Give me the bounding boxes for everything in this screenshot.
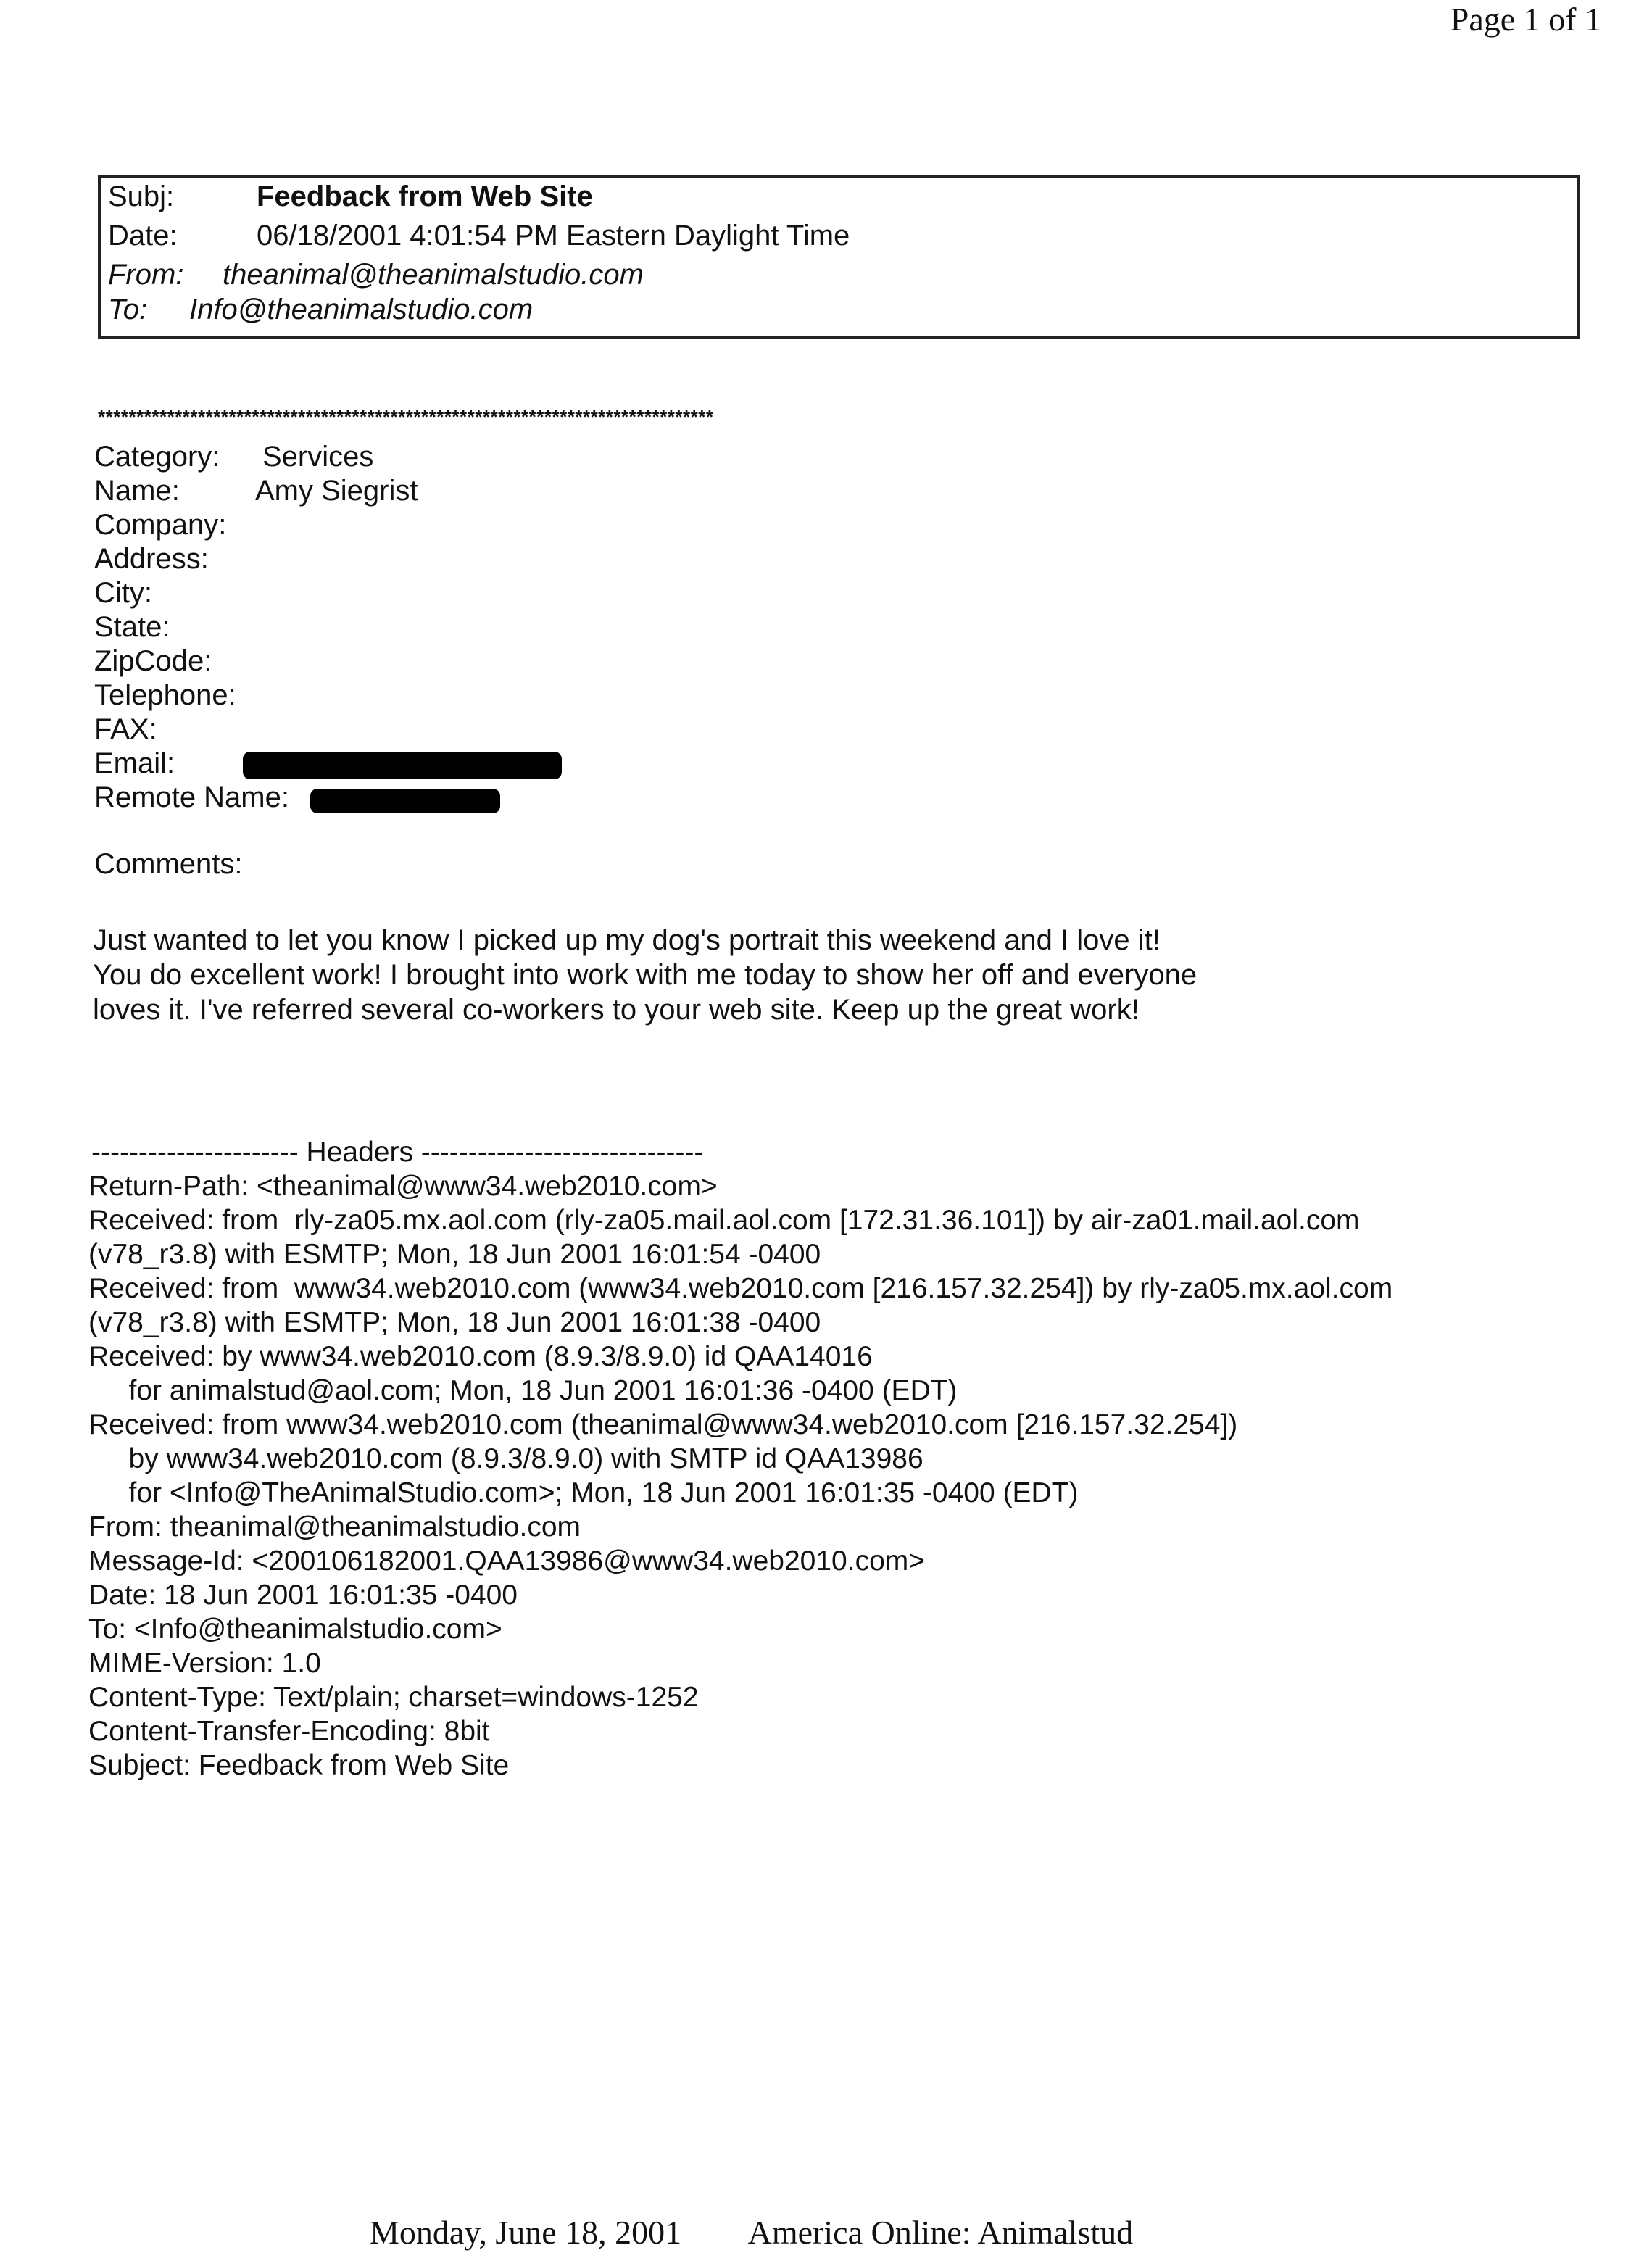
to-value: Info@theanimalstudio.com [189, 294, 534, 325]
field-category [94, 441, 374, 473]
field-label: State: [94, 611, 170, 643]
header-line: Message-Id: <200106182001.QAA13986@www34.web2010.com> [88, 1545, 926, 1577]
field-company [94, 509, 226, 541]
field-label: City: [94, 577, 152, 609]
header-line: Content-Transfer-Encoding: 8bit [88, 1716, 490, 1747]
header-line: (v78_r3.8) with ESMTP; Mon, 18 Jun 2001 16:01:38 -0400 [88, 1307, 821, 1338]
comment-line: loves it. I've referred several co-workers to your web site. Keep up the great work! [93, 994, 1140, 1026]
field-label: FAX: [94, 713, 157, 745]
field-state [94, 611, 170, 644]
from-value: theanimal@theanimalstudio.com [223, 259, 644, 291]
remote-name-redaction [310, 789, 500, 813]
header-line: Received: by www34.web2010.com (8.9.3/8.9.0) id QAA14016 [88, 1341, 873, 1372]
date-value: 06/18/2001 4:01:54 PM Eastern Daylight Time [257, 220, 850, 252]
subject-label: Subj: [108, 180, 175, 212]
page-footer [370, 2213, 1133, 2251]
comments-label: Comments: [94, 848, 243, 880]
header-line: Return-Path: <theanimal@www34.web2010.com> [88, 1171, 718, 1202]
field-telephone [94, 679, 236, 712]
from-label: From: [108, 259, 184, 291]
header-line: Content-Type: Text/plain; charset=windows-1252 [88, 1682, 699, 1713]
field-label: Company: [94, 509, 227, 541]
field-fax [94, 713, 157, 746]
date-row [108, 220, 850, 252]
header-line: Received: from www34.web2010.com (theanimal@www34.web2010.com [216.157.32.254]) [88, 1409, 1238, 1440]
footer-source: America Online: Animalstud [747, 2214, 1134, 2251]
field-label: Category: [94, 441, 220, 473]
header-line: Received: from www34.web2010.com (www34.web2010.com [216.157.32.254]) by rly-za05.mx.aol.com [88, 1273, 1393, 1304]
field-label: Telephone: [94, 679, 236, 711]
to-row [108, 294, 534, 326]
date-label: Date: [108, 220, 178, 252]
field-label: Email: [94, 747, 175, 779]
separator-line: ******************************************************************************** [98, 406, 714, 428]
header-line: by www34.web2010.com (8.9.3/8.9.0) with SMTP id QAA13986 [105, 1443, 923, 1474]
from-row [108, 259, 644, 291]
field-value: Services [262, 441, 374, 473]
header-line: (v78_r3.8) with ESMTP; Mon, 18 Jun 2001 16:01:54 -0400 [88, 1239, 821, 1270]
headers-divider: ---------------------- Headers ------------------------------ [91, 1137, 704, 1168]
field-remote-name [94, 781, 289, 814]
field-label: ZipCode: [94, 645, 212, 677]
field-email [94, 747, 175, 780]
field-label: Name: [94, 475, 180, 507]
header-line: From: theanimal@theanimalstudio.com [88, 1511, 581, 1543]
header-line: Subject: Feedback from Web Site [88, 1750, 510, 1781]
header-line: for animalstud@aol.com; Mon, 18 Jun 2001 16:01:36 -0400 (EDT) [105, 1375, 958, 1406]
header-line: for <Info@TheAnimalStudio.com>; Mon, 18 Jun 2001 16:01:35 -0400 (EDT) [105, 1477, 1079, 1508]
field-label: Remote Name: [94, 781, 289, 813]
header-line: To: <Info@theanimalstudio.com> [88, 1614, 502, 1645]
header-line: Received: from rly-za05.mx.aol.com (rly-za05.mail.aol.com [172.31.36.101]) by air-za01.mail.aol.com [88, 1205, 1360, 1236]
comment-line: You do excellent work! I brought into work with me today to show her off and everyone [93, 959, 1198, 991]
subject-row [108, 180, 593, 213]
email-redaction [243, 752, 562, 779]
field-label: Address: [94, 543, 209, 575]
header-line: Date: 18 Jun 2001 16:01:35 -0400 [88, 1580, 518, 1611]
subject-value: Feedback from Web Site [257, 180, 593, 212]
footer-date: Monday, June 18, 2001 [370, 2214, 682, 2251]
field-value: Amy Siegrist [255, 475, 418, 507]
field-city [94, 577, 152, 610]
field-address [94, 543, 209, 576]
comment-line: Just wanted to let you know I picked up my dog's portrait this weekend and I love it! [93, 924, 1161, 956]
to-label: To: [108, 294, 148, 325]
field-name [94, 475, 418, 507]
header-line: MIME-Version: 1.0 [88, 1648, 321, 1679]
page-number: Page 1 of 1 [1450, 1, 1601, 38]
mail-header-box [98, 175, 1580, 339]
field-zipcode [94, 645, 212, 678]
